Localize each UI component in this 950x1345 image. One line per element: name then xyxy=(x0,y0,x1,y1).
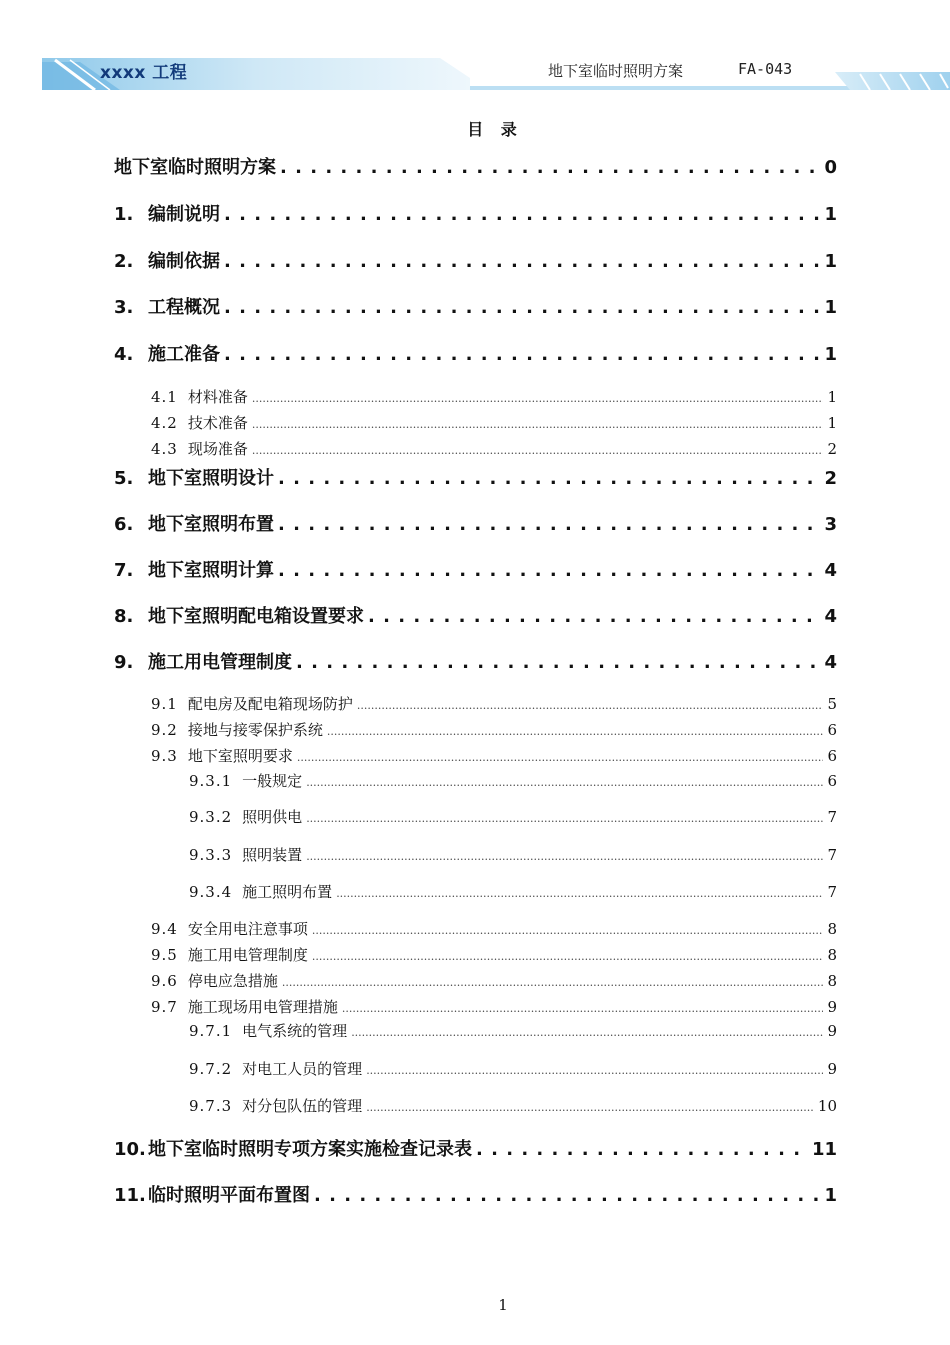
toc-entry[interactable] xyxy=(114,464,837,490)
toc-entry-number: 4.2 xyxy=(151,414,178,432)
toc-entry-number: 9.7.3 xyxy=(189,1097,233,1115)
toc-entry-title: 地下室照明布置 xyxy=(148,514,274,535)
toc-entry-number: 9.3.4 xyxy=(189,883,233,901)
project-name: xxxx 工程 xyxy=(100,63,188,83)
toc-entry-page: 7 xyxy=(827,883,837,901)
toc-entry-page: 0 xyxy=(824,157,837,178)
toc-entry[interactable] xyxy=(114,602,837,628)
toc-dot-leader xyxy=(342,998,824,1016)
toc-dot-leader xyxy=(306,846,823,864)
toc-entry-page: 8 xyxy=(827,920,837,938)
toc-entry-page: 2 xyxy=(824,468,837,489)
toc-entry-number: 9.7 xyxy=(151,998,178,1016)
toc-dot-leader xyxy=(312,920,824,938)
toc-entry[interactable] xyxy=(151,944,837,965)
toc-entry-page: 9 xyxy=(827,998,837,1016)
toc-entry-number: 1. xyxy=(114,204,134,225)
toc-entry[interactable] xyxy=(189,1058,837,1079)
toc-entry[interactable] xyxy=(151,438,837,459)
toc-entry-title: 施工照明布置 xyxy=(242,883,333,901)
toc-entry-number: 4. xyxy=(114,344,134,365)
toc-dot-leader xyxy=(278,468,820,489)
toc-entry[interactable] xyxy=(151,719,837,740)
toc-entry-title: 对电工人员的管理 xyxy=(242,1060,363,1078)
toc-entry-number: 6. xyxy=(114,514,134,535)
toc-entry-title: 配电房及配电箱现场防护 xyxy=(187,695,353,713)
toc-entry[interactable] xyxy=(151,918,837,939)
toc-entry-number: 9.7.2 xyxy=(189,1060,233,1078)
page-number: 1 xyxy=(498,1296,508,1314)
toc-dot-leader xyxy=(368,606,820,627)
toc-entry-number: 9.1 xyxy=(151,695,178,713)
toc-dot-leader xyxy=(366,1097,814,1115)
toc-dot-leader xyxy=(278,514,820,535)
toc-dot-leader xyxy=(366,1060,823,1078)
toc-entry-page: 1 xyxy=(824,1185,837,1206)
toc-entry-title: 接地与接零保护系统 xyxy=(187,721,323,739)
toc-entry-title: 一般规定 xyxy=(242,772,303,790)
toc-dot-leader xyxy=(280,157,820,178)
toc-dot-leader xyxy=(252,440,824,458)
toc-dot-leader xyxy=(252,414,824,432)
toc-entry[interactable] xyxy=(151,970,837,991)
toc-entry-number: 9.7.1 xyxy=(189,1022,233,1040)
toc-entry-page: 8 xyxy=(827,972,837,990)
toc-entry-title: 施工用电管理制度 xyxy=(187,946,308,964)
toc-entry-title: 施工准备 xyxy=(148,344,220,365)
toc-dot-leader xyxy=(297,747,824,765)
toc-dot-leader xyxy=(314,1185,820,1206)
toc-entry[interactable] xyxy=(189,881,837,902)
toc-entry-page: 2 xyxy=(827,440,837,458)
toc-entry-title: 现场准备 xyxy=(187,440,248,458)
toc-entry-title: 安全用电注意事项 xyxy=(187,920,308,938)
toc-entry-title: 停电应急措施 xyxy=(187,972,278,990)
toc-entry-title: 地下室临时照明方案 xyxy=(114,157,276,178)
toc-entry-page: 9 xyxy=(827,1022,837,1040)
toc-entry-number: 2. xyxy=(114,251,134,272)
toc-entry-title: 施工现场用电管理措施 xyxy=(187,998,338,1016)
toc-dot-leader xyxy=(224,251,820,272)
toc-entry[interactable] xyxy=(189,770,837,791)
toc-entry[interactable] xyxy=(114,247,837,273)
toc-entry-number: 11. xyxy=(114,1185,146,1206)
document-code: FA-043 xyxy=(738,60,793,78)
toc-entry-number: 4.3 xyxy=(151,440,178,458)
toc-entry[interactable] xyxy=(114,153,837,179)
toc-entry-page: 8 xyxy=(827,946,837,964)
toc-dot-leader xyxy=(351,1022,823,1040)
toc-entry[interactable] xyxy=(114,648,837,674)
toc-entry-number: 4.1 xyxy=(151,388,178,406)
toc-entry-title: 材料准备 xyxy=(187,388,248,406)
toc-entry-page: 1 xyxy=(824,251,837,272)
toc-dot-leader xyxy=(224,204,820,225)
toc-entry-title: 技术准备 xyxy=(187,414,248,432)
toc-entry-page: 6 xyxy=(827,721,837,739)
toc-entry[interactable] xyxy=(189,1095,837,1116)
toc-entry-title: 对分包队伍的管理 xyxy=(242,1097,363,1115)
toc-entry[interactable] xyxy=(114,1135,837,1161)
toc-entry-number: 7. xyxy=(114,560,134,581)
toc-entry[interactable] xyxy=(114,293,837,319)
toc-entry[interactable] xyxy=(114,340,837,366)
toc-dot-leader xyxy=(224,344,820,365)
toc-entry-page: 1 xyxy=(827,388,837,406)
toc-entry-title: 地下室照明配电箱设置要求 xyxy=(148,606,364,627)
toc-entry-page: 10 xyxy=(817,1097,837,1115)
toc-entry[interactable] xyxy=(114,510,837,536)
toc-dot-leader xyxy=(296,652,820,673)
toc-entry-title: 照明装置 xyxy=(242,846,303,864)
toc-entry-title: 编制依据 xyxy=(148,251,220,272)
toc-entry-number: 10. xyxy=(114,1139,146,1160)
document-title: 地下室临时照明方案 xyxy=(548,62,684,80)
toc-entry-number: 9.3.2 xyxy=(189,808,233,826)
toc-entry-page: 1 xyxy=(824,297,837,318)
toc-entry-page: 11 xyxy=(811,1139,837,1160)
toc-entry-title: 编制说明 xyxy=(148,204,220,225)
toc-entry-page: 1 xyxy=(827,414,837,432)
toc-entry-number: 9.4 xyxy=(151,920,178,938)
toc-entry-title: 电气系统的管理 xyxy=(242,1022,348,1040)
toc-entry-number: 9.3.1 xyxy=(189,772,233,790)
toc-entry[interactable] xyxy=(151,996,837,1017)
toc-entry-number: 9. xyxy=(114,652,134,673)
toc-dot-leader xyxy=(336,883,823,901)
toc-entry-number: 9.3.3 xyxy=(189,846,233,864)
header-banner-graphic xyxy=(0,0,950,100)
toc-entry-number: 8. xyxy=(114,606,134,627)
toc-entry-page: 4 xyxy=(824,652,837,673)
toc-entry-number: 9.5 xyxy=(151,946,178,964)
toc-entry[interactable] xyxy=(151,386,837,407)
toc-entry[interactable] xyxy=(151,745,837,766)
toc-entry-title: 照明供电 xyxy=(242,808,303,826)
toc-entry-number: 9.6 xyxy=(151,972,178,990)
toc-dot-leader xyxy=(282,972,824,990)
toc-entry[interactable] xyxy=(151,693,837,714)
page-header xyxy=(0,0,950,100)
toc-entry-page: 7 xyxy=(827,846,837,864)
toc-dot-leader xyxy=(278,560,820,581)
toc-entry-page: 1 xyxy=(824,344,837,365)
toc-entry-page: 9 xyxy=(827,1060,837,1078)
toc-entry-number: 9.2 xyxy=(151,721,178,739)
toc-entry[interactable] xyxy=(114,1181,837,1207)
toc-dot-leader xyxy=(224,297,820,318)
toc-entry-number: 9.3 xyxy=(151,747,178,765)
toc-entry-title: 施工用电管理制度 xyxy=(148,652,292,673)
toc-entry[interactable] xyxy=(114,556,837,582)
toc-dot-leader xyxy=(306,808,823,826)
toc-entry-page: 3 xyxy=(824,514,837,535)
toc-entry-page: 4 xyxy=(824,606,837,627)
toc-entry-page: 5 xyxy=(827,695,837,713)
toc-dot-leader xyxy=(312,946,824,964)
toc-entry[interactable] xyxy=(189,844,837,865)
toc-entry-page: 4 xyxy=(824,560,837,581)
toc-entry-page: 6 xyxy=(827,772,837,790)
toc-entry-title: 地下室照明计算 xyxy=(148,560,274,581)
toc-entry[interactable] xyxy=(151,412,837,433)
toc-entry-number: 3. xyxy=(114,297,134,318)
toc-entry[interactable] xyxy=(189,806,837,827)
toc-entry-title: 地下室照明设计 xyxy=(148,468,274,489)
toc-entry-title: 临时照明平面布置图 xyxy=(148,1185,310,1206)
toc-entry[interactable] xyxy=(114,200,837,226)
toc-entry-page: 6 xyxy=(827,747,837,765)
toc-entry-title: 地下室照明要求 xyxy=(187,747,293,765)
toc-heading: 目 录 xyxy=(467,120,523,139)
toc-entry-title: 工程概况 xyxy=(148,297,220,318)
toc-dot-leader xyxy=(327,721,824,739)
toc-dot-leader xyxy=(252,388,824,406)
toc-dot-leader xyxy=(476,1139,808,1160)
toc-dot-leader xyxy=(357,695,824,713)
toc-entry-page: 7 xyxy=(827,808,837,826)
toc-entry-page: 1 xyxy=(824,204,837,225)
toc-entry-title: 地下室临时照明专项方案实施检查记录表 xyxy=(148,1139,472,1160)
toc-entry[interactable] xyxy=(189,1020,837,1041)
toc-dot-leader xyxy=(306,772,823,790)
toc-entry-number: 5. xyxy=(114,468,134,489)
